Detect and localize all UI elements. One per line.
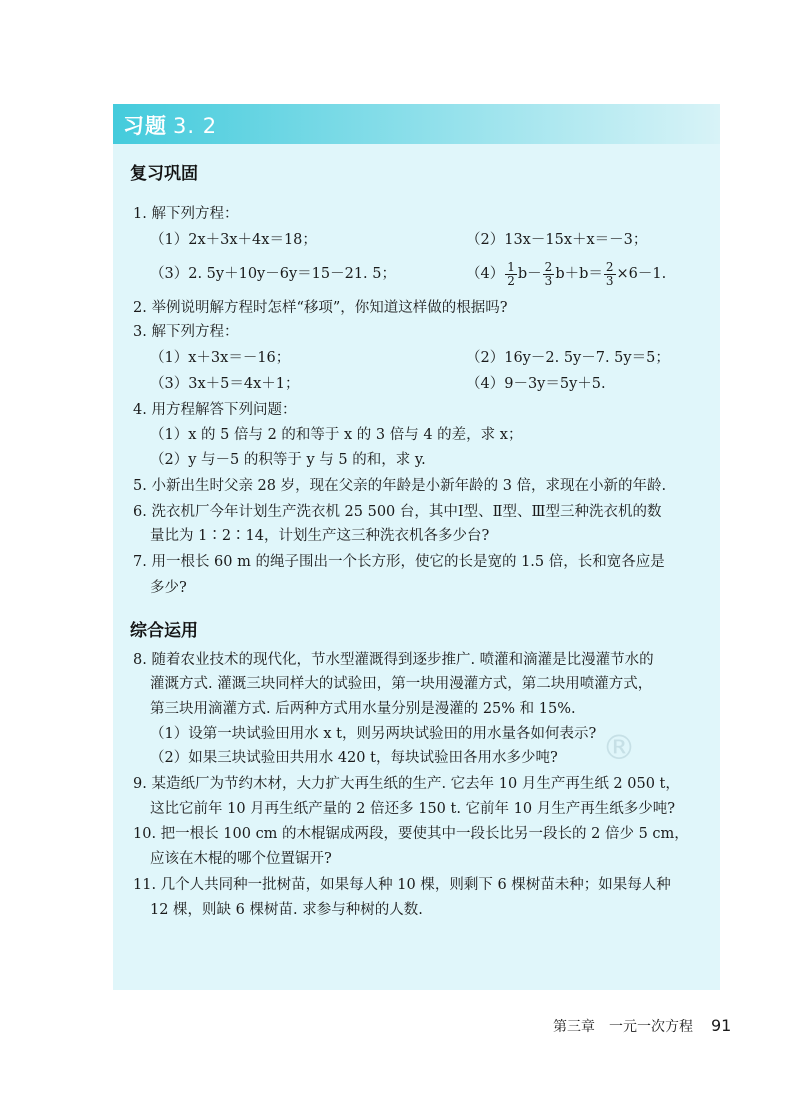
page-number: 91	[711, 1016, 732, 1035]
section-heading-review: 复习巩固	[130, 164, 198, 184]
problem-3: 3. 解下列方程：	[133, 324, 239, 340]
problem-1-3: （3）2. 5y＋10y－6y＝15－21. 5；	[150, 266, 396, 282]
problem-1-4: （4） $\frac{1}{2}$ b－ $\frac{2}{3}$ b＋b＝ $\frac{2}{3}$ ×6－1.	[466, 259, 667, 288]
registered-watermark: ®	[602, 728, 636, 768]
fraction: $\frac{2}{3}$	[605, 259, 614, 288]
chapter-title: 第三章 一元一次方程	[553, 1019, 693, 1035]
section-heading-comprehensive: 综合运用	[130, 621, 198, 641]
problem-1-1: （1）2x＋3x＋4x＝18；	[150, 232, 317, 248]
problem-3-2: （2）16y－2. 5y－7. 5y＝5；	[466, 350, 670, 366]
fraction: $\frac{1}{2}$	[507, 259, 515, 288]
problem-3-3: （3）3x＋5＝4x＋1；	[150, 376, 300, 392]
problem-10-line-2: 应该在木棍的哪个位置锯开?	[150, 851, 332, 867]
problem-8-line-1: 8. 随着农业技术的现代化，节水型灌溉得到逐步推广. 喷灌和滴灌是比漫灌节水的	[133, 652, 654, 668]
page-footer	[553, 1016, 731, 1036]
problem-10-line-1: 10. 把一根长 100 cm 的木棍锯成两段，要使其中一段长比另一段长的 2 倍少 5 cm，	[133, 826, 689, 842]
problem-4-2: （2）y 与－5 的积等于 y 与 5 的和，求 y.	[150, 452, 426, 468]
problem-6-line-2: 量比为 1∶2∶14，计划生产这三种洗衣机各多少台?	[150, 528, 490, 544]
problem-2: 2. 举例说明解方程时怎样“移项”，你知道这样做的根据吗?	[133, 300, 508, 316]
exercise-banner	[113, 104, 720, 144]
problem-11-line-1: 11. 几个人共同种一批树苗，如果每人种 10 棵，则剩下 6 棵树苗未种；如果每人种	[133, 877, 671, 893]
problem-4: 4. 用方程解答下列问题：	[133, 402, 297, 418]
exercise-title: 习题 3. 2	[123, 114, 218, 138]
problem-8-line-3: 第三块用滴灌方式. 后两种方式用水量分别是漫灌的 25% 和 15%.	[150, 701, 576, 717]
problem-7-line-2: 多少?	[150, 580, 187, 596]
problem-1: 1. 解下列方程：	[133, 206, 239, 222]
problem-9-line-2: 这比它前年 10 月再生纸产量的 2 倍还多 150 t. 它前年 10 月生产再生纸多少吨?	[150, 801, 675, 817]
problem-6-line-1: 6. 洗衣机厂今年计划生产洗衣机 25 500 台，其中Ⅰ型、Ⅱ型、Ⅲ型三种洗衣机的数	[133, 504, 662, 520]
problem-4-1: （1）x 的 5 倍与 2 的和等于 x 的 3 倍与 4 的差，求 x；	[150, 427, 523, 443]
problem-5: 5. 小新出生时父亲 28 岁，现在父亲的年龄是小新年龄的 3 倍，求现在小新的年龄.	[133, 478, 667, 494]
problem-3-4: （4）9－3y＝5y＋5.	[466, 376, 606, 392]
problem-11-line-2: 12 棵，则缺 6 棵树苗. 求参与种树的人数.	[150, 902, 423, 918]
problem-8-2: （2）如果三块试验田共用水 420 t，每块试验田各用水多少吨?	[150, 750, 558, 766]
problem-8-1: （1）设第一块试验田用水 x t，则另两块试验田的用水量各如何表示?	[150, 726, 597, 742]
problem-9-line-1: 9. 某造纸厂为节约木材，大力扩大再生纸的生产. 它去年 10 月生产再生纸 2 050 t，	[133, 776, 680, 792]
fraction: $\frac{2}{3}$	[544, 259, 553, 288]
problem-7-line-1: 7. 用一根长 60 m 的绳子围出一个长方形，使它的长是宽的 1.5 倍，长和宽各应是	[133, 554, 665, 570]
problem-3-1: （1）x＋3x＝－16；	[150, 350, 291, 366]
exercise-number: 3. 2	[173, 114, 218, 138]
problem-8-line-2: 灌溉方式. 灌溉三块同样大的试验田，第一块用漫灌方式，第二块用喷灌方式，	[150, 676, 653, 692]
problem-1-2: （2）13x－15x＋x＝－3；	[466, 232, 648, 248]
